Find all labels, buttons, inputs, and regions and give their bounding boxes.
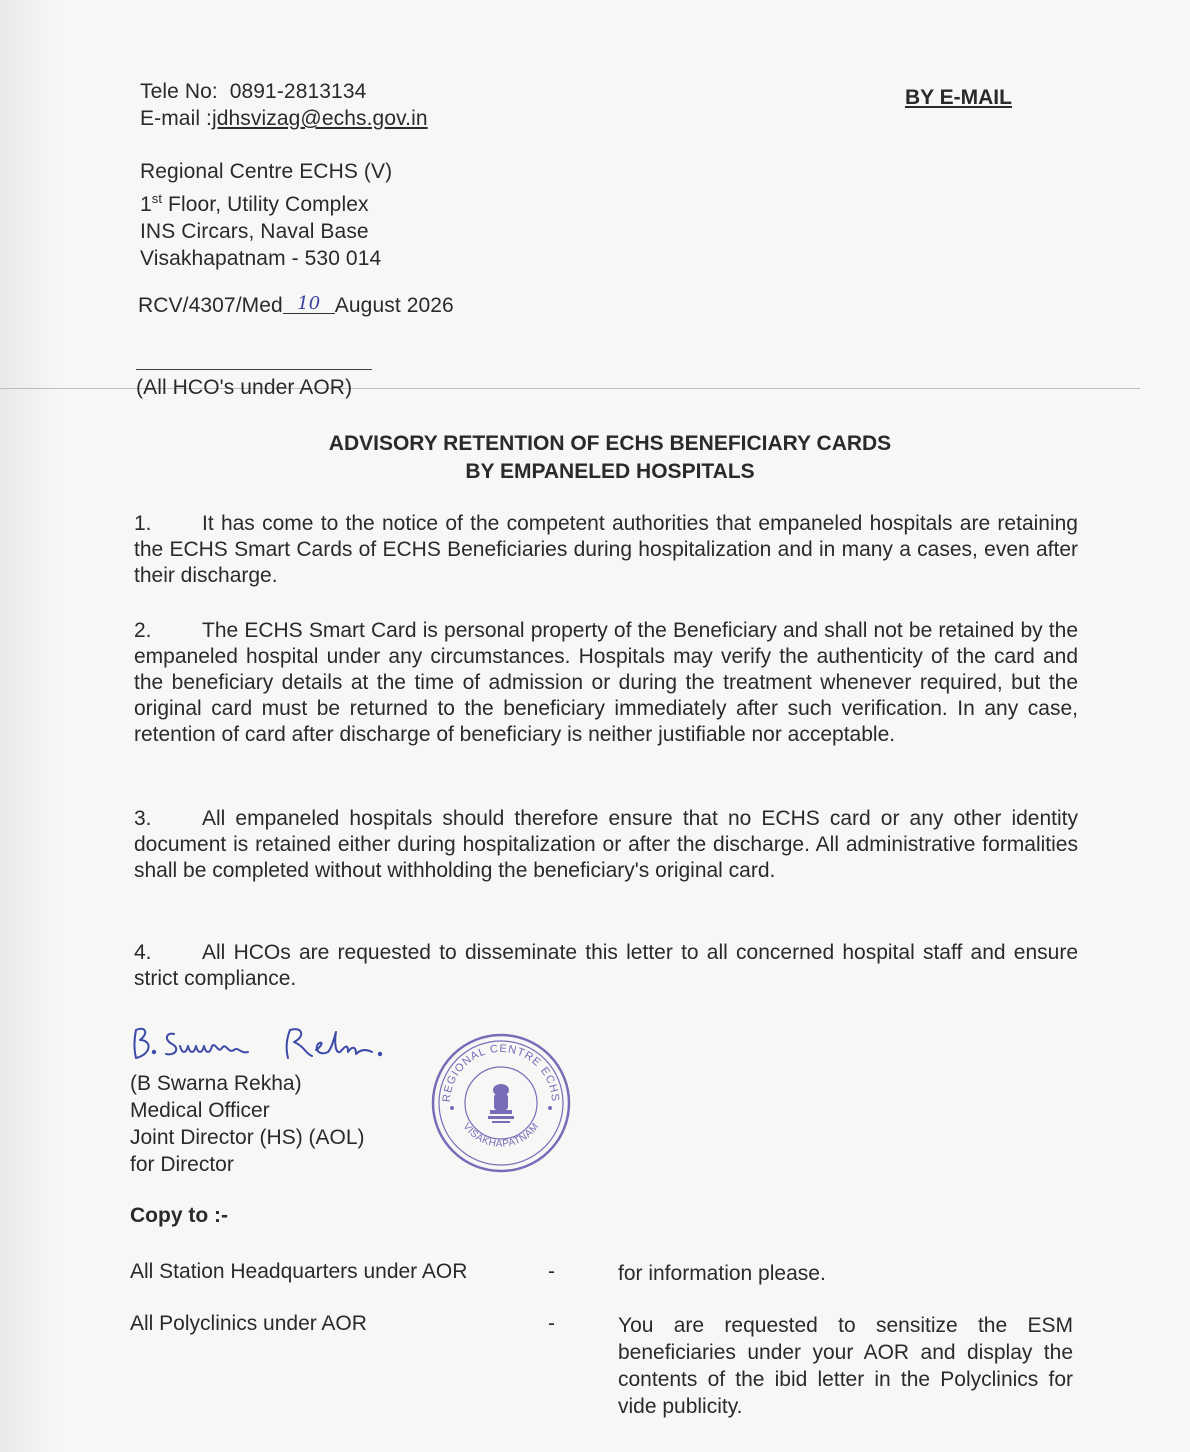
signatory-designation-3: for Director bbox=[130, 1153, 234, 1176]
contact-block bbox=[140, 78, 428, 132]
delivery-mode: BY E-MAIL bbox=[905, 86, 1012, 109]
handwritten-signature bbox=[130, 1018, 390, 1064]
signatory-designation-1: Medical Officer bbox=[130, 1099, 270, 1122]
copy-dash-2: - bbox=[548, 1312, 555, 1335]
copy-recipient-2: All Polyclinics under AOR bbox=[130, 1312, 367, 1335]
signatory-name: (B Swarna Rekha) bbox=[130, 1072, 302, 1095]
paragraph-number: 4. bbox=[134, 941, 152, 964]
tele-number: 0891-2813134 bbox=[229, 80, 367, 103]
subject-line-1: ADVISORY RETENTION OF ECHS BENEFICIARY CARDS bbox=[328, 432, 892, 455]
paragraph-number: 3. bbox=[134, 807, 152, 830]
address-line-2: 1st Floor, Utility Complex bbox=[140, 191, 369, 216]
tele-label: Tele No: bbox=[140, 80, 218, 103]
subject-line-2: BY EMPANELED HOSPITALS bbox=[465, 460, 755, 483]
signatory-designation-2: Joint Director (HS) (AOL) bbox=[130, 1126, 365, 1149]
paragraph-2 bbox=[134, 618, 1078, 748]
paragraph-number: 1. bbox=[134, 512, 152, 535]
address-line-4: Visakhapatnam - 530 014 bbox=[140, 247, 382, 270]
paragraph-1 bbox=[134, 511, 1078, 589]
svg-text:VISAKHAPATNAM: VISAKHAPATNAM bbox=[460, 1121, 542, 1150]
copy-action-2: You are requested to sensitize the ESM beneficiaries under your AOR and display the contents of the ibid letter in the Polyclinics for vide publicity. bbox=[618, 1314, 1073, 1418]
reference-line bbox=[138, 292, 454, 319]
paragraph-3 bbox=[134, 806, 1078, 884]
reference-date: August 2026 bbox=[334, 294, 454, 317]
addressee: (All HCO's under AOR) bbox=[136, 376, 353, 399]
copy-action-1: for information please. bbox=[618, 1262, 826, 1285]
address-line-3: INS Circars, Naval Base bbox=[140, 220, 369, 243]
reference-day: 10 bbox=[283, 295, 335, 314]
page-shadow bbox=[0, 0, 60, 1452]
paragraph-text: It has come to the notice of the competent authorities that empaneled hospitals are retaining the ECHS Smart Cards of ECHS Beneficiaries during hospitalization and in many a cases, even after their discharge. bbox=[134, 512, 1078, 587]
copy-to-label: Copy to :- bbox=[130, 1204, 228, 1227]
paragraph-4 bbox=[134, 940, 1078, 992]
sender-address bbox=[140, 158, 392, 272]
official-stamp bbox=[428, 1030, 574, 1176]
addressee-rule bbox=[136, 369, 372, 370]
reference-number: RCV/4307/Med bbox=[138, 294, 283, 317]
paragraph-text: The ECHS Smart Card is personal property of the Beneficiary and shall not be retained by the empaneled hospital under any circumstances. Hospitals may verify the authenticity of the card and the beneficiary details at the time of admission or during the treatment whenever required, but the original card must be returned to the beneficiary immediately after such verification. In any case, retention of card after discharge of beneficiary is neither justifiable nor acceptable. bbox=[134, 619, 1078, 746]
copy-dash-1: - bbox=[548, 1260, 555, 1283]
address-line-1: Regional Centre ECHS (V) bbox=[140, 160, 393, 183]
email-label: E-mail : bbox=[140, 107, 212, 130]
svg-text:REGIONAL CENTRE ECHS: REGIONAL CENTRE ECHS bbox=[440, 1042, 562, 1103]
paragraph-text: All HCOs are requested to disseminate this letter to all concerned hospital staff and ensure strict compliance. bbox=[134, 941, 1078, 990]
email-link[interactable]: jdhsvizag@echs.gov.in bbox=[211, 107, 428, 130]
signatory-block bbox=[130, 1070, 365, 1178]
paragraph-number: 2. bbox=[134, 619, 152, 642]
copy-recipient-1: All Station Headquarters under AOR bbox=[130, 1260, 468, 1283]
subject-heading bbox=[220, 430, 1000, 486]
paragraph-text: All empaneled hospitals should therefore ensure that no ECHS card or any other identity document is retained either during hospitalization or after the discharge. All administrative formalities shall be completed without withholding the beneficiary's original card. bbox=[134, 807, 1078, 882]
